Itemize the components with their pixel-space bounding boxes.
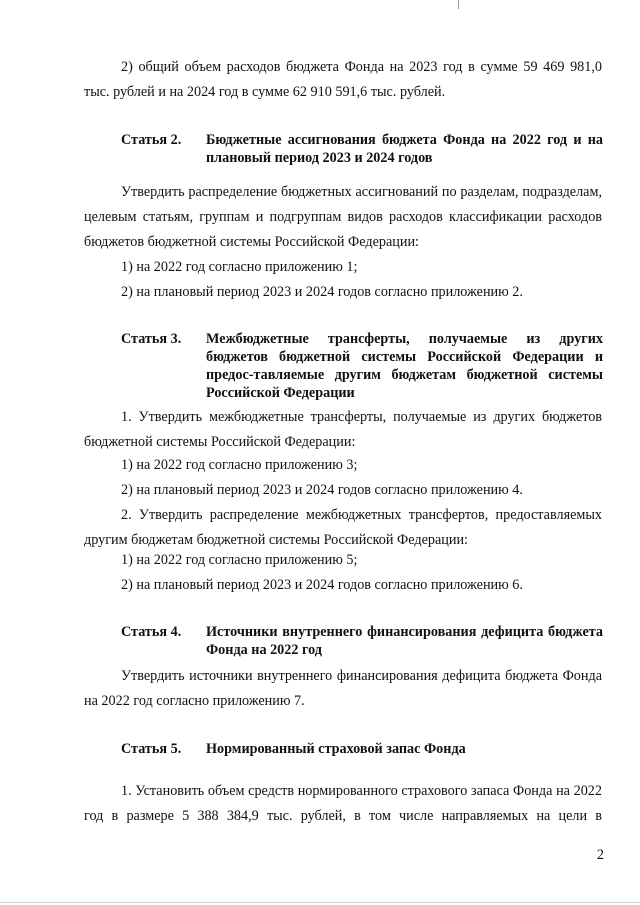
page-number: 2 <box>596 847 604 863</box>
article-3-paragraph-2: 2. Утвердить распределение межбюджетных трансфертов, предоставляемых другим бюджетам бюджетной системы Российской Федерации: <box>84 507 602 548</box>
article-5-title: Нормированный страховой запас Фонда <box>206 741 466 757</box>
article-3-item-4: 2) на плановый период 2023 и 2024 годов согласно приложению 6. <box>121 577 523 593</box>
article-2-title: Бюджетные ассигнования бюджета Фонда на 2022 год и на плановый период 2023 и 2024 годов <box>206 132 603 166</box>
article-4-heading <box>121 623 603 659</box>
article-5-paragraph: 1. Установить объем средств нормированного страхового запаса Фонда на 2022 год в размере 5 388 384,9 тыс. рублей, в том числе направляемых на цели в <box>84 783 602 824</box>
article-3-item-1: 1) на 2022 год согласно приложению 3; <box>121 457 358 473</box>
article-2-item-1: 1) на 2022 год согласно приложению 1; <box>121 259 358 275</box>
article-5-number: Статья 5. <box>121 741 182 757</box>
article-3-item-3: 1) на 2022 год согласно приложению 5; <box>121 552 358 568</box>
article-2-item-2: 2) на плановый период 2023 и 2024 годов согласно приложению 2. <box>121 284 523 300</box>
article-5-heading <box>121 740 603 758</box>
scan-mark-bottom <box>0 902 640 903</box>
article-3-heading <box>121 330 603 402</box>
article-4-title: Источники внутреннего финансирования дефицита бюджета Фонда на 2022 год <box>206 624 603 658</box>
article-2-number: Статья 2. <box>121 132 182 148</box>
article-3-paragraph-1: 1. Утвердить межбюджетные трансферты, получаемые из других бюджетов бюджетной системы Российской Федерации: <box>84 409 602 450</box>
scan-mark-top <box>458 0 459 9</box>
article-4-number: Статья 4. <box>121 624 182 640</box>
paragraph-total-expenses: 2) общий объем расходов бюджета Фонда на 2023 год в сумме 59 469 981,0 тыс. рублей и на 2024 год в сумме 62 910 591,6 тыс. рублей. <box>84 59 602 100</box>
article-2-paragraph: Утвердить распределение бюджетных ассигнований по разделам, подразделам, целевым статьям, группам и подгруппам видов расходов классификации расходов бюджетов бюджетной системы Российской Федерации: <box>84 184 602 250</box>
article-3-number: Статья 3. <box>121 331 182 347</box>
article-2-heading <box>121 131 603 167</box>
article-3-title: Межбюджетные трансферты, получаемые из других бюджетов бюджетной системы Российской Федерации и предос-тавляемые другим бюджетам бюджетной системы Российской Федерации <box>206 331 603 401</box>
article-3-item-2: 2) на плановый период 2023 и 2024 годов согласно приложению 4. <box>121 482 523 498</box>
article-4-paragraph: Утвердить источники внутреннего финансирования дефицита бюджета Фонда на 2022 год согласно приложению 7. <box>84 668 602 709</box>
